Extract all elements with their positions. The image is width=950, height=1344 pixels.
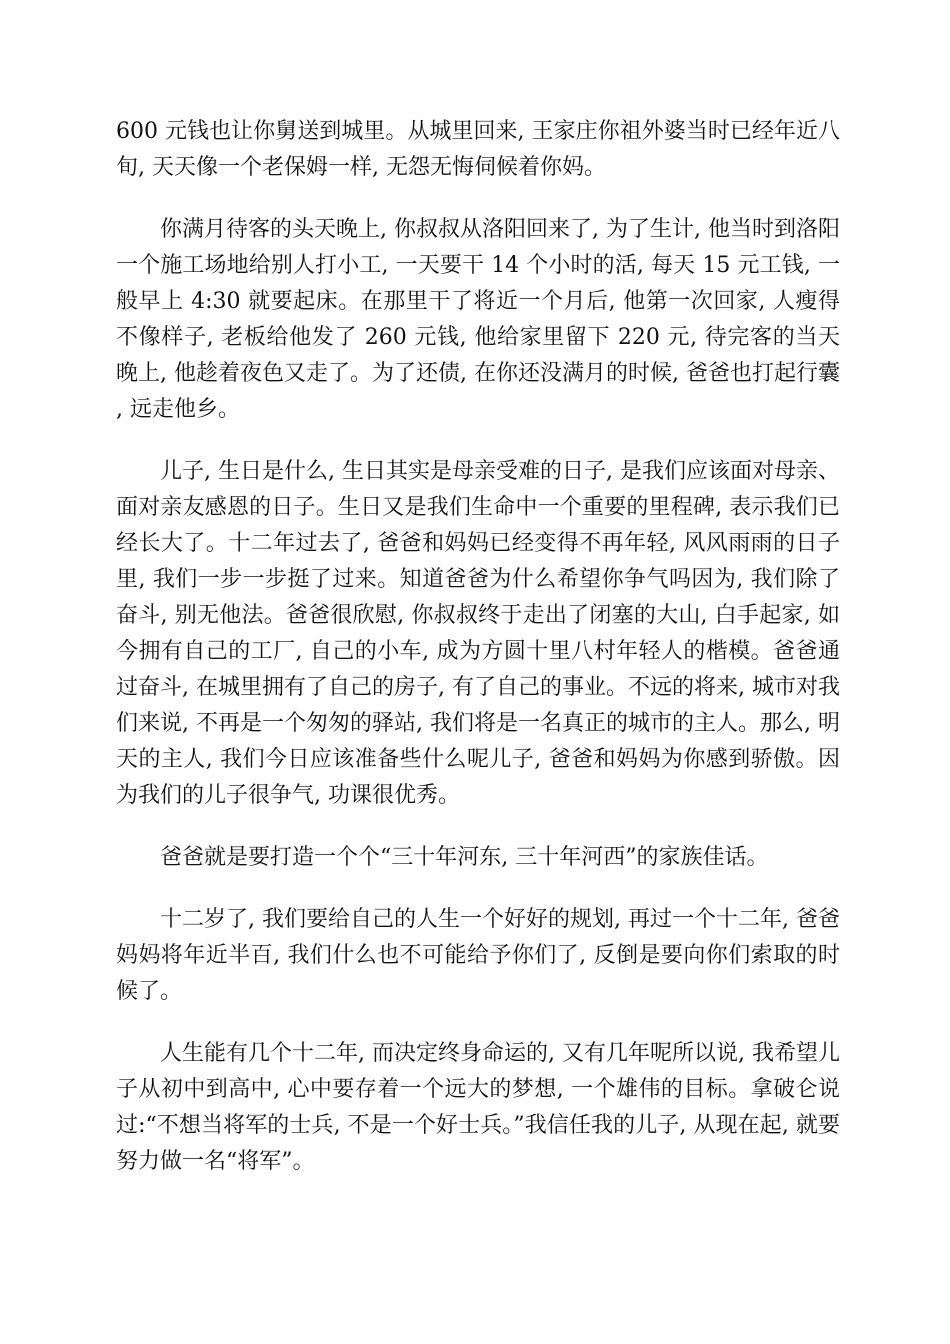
paragraph-family-story: 爸爸就是要打造一个个“三十年河东, 三十年河西”的家族佳话。 [160, 845, 769, 870]
paragraph-birthday-meaning: 儿子, 生日是什么, 生日其实是母亲受难的日子, 是我们应该面对母亲、面对亲友感恩的日子。生日又是我们生命中一个重要的里程碑, 表示我们已经长大了。十二年过去了, 爸爸和妈妈已经变得不再年轻, 风风雨雨的日子里, 我们一步一步挺了过来。知道爸爸为什么希望你争气吗因为, 我们除了奋斗, 别无他法。爸爸很欣慰, 你叔叔终于走出了闭塞的大山, 白手起家, 如今拥有自己的工厂, 自己的小车, 成为方圆十里八村年轻人的楷模。爸爸通过奋斗, 在城里拥有了自己的房子, 有了自己的事业。不远的将来, 城市对我们来说, 不再是一个匆匆的驿站, 我们将是一名真正的城市的主人。那么, 明天的主人, 我们今日应该准备些什么呢儿子, 爸爸和妈妈为你感到骄傲。因为我们的儿子很争气, 功课很优秀。 [116, 459, 840, 808]
document-page [116, 114, 840, 1206]
paragraph-full-moon-night: 你满月待客的头天晚上, 你叔叔从洛阳回来了, 为了生计, 他当时到洛阳一个施工场地给别人打小工, 一天要干 14 个小时的活, 每天 15 元工钱, 一般早上 4:30 就要起床。在那里干了将近一个月后, 他第一次回家, 人瘦得不像样子, 老板给他发了 260 元钱, 他给家里留下 220 元, 待完客的当天晚上, 他趁着夜色又走了。为了还债, 在你还没满月的时候, 爸爸也打起行囊, 远走他乡。 [116, 217, 840, 422]
paragraph-general-dream: 人生能有几个十二年, 而决定终身命运的, 又有几年呢所以说, 我希望儿子从初中到高中, 心中要存着一个远大的梦想, 一个雄伟的目标。拿破仑说过:“不想当将军的士兵, 不是一个好士兵。”我信任我的儿子, 从现在起, 就要努力做一名“将军”。 [116, 1041, 840, 1174]
paragraph-twelve-years-old: 十二岁了, 我们要给自己的人生一个好好的规划, 再过一个十二年, 爸爸妈妈将年近半百, 我们什么也不可能给予你们了, 反倒是要向你们索取的时候了。 [116, 907, 840, 1004]
paragraph-continuation: 600 元钱也让你舅送到城里。从城里回来, 王家庄你祖外婆当时已经年近八旬, 天天像一个老保姆一样, 无怨无悔伺候着你妈。 [116, 119, 840, 180]
